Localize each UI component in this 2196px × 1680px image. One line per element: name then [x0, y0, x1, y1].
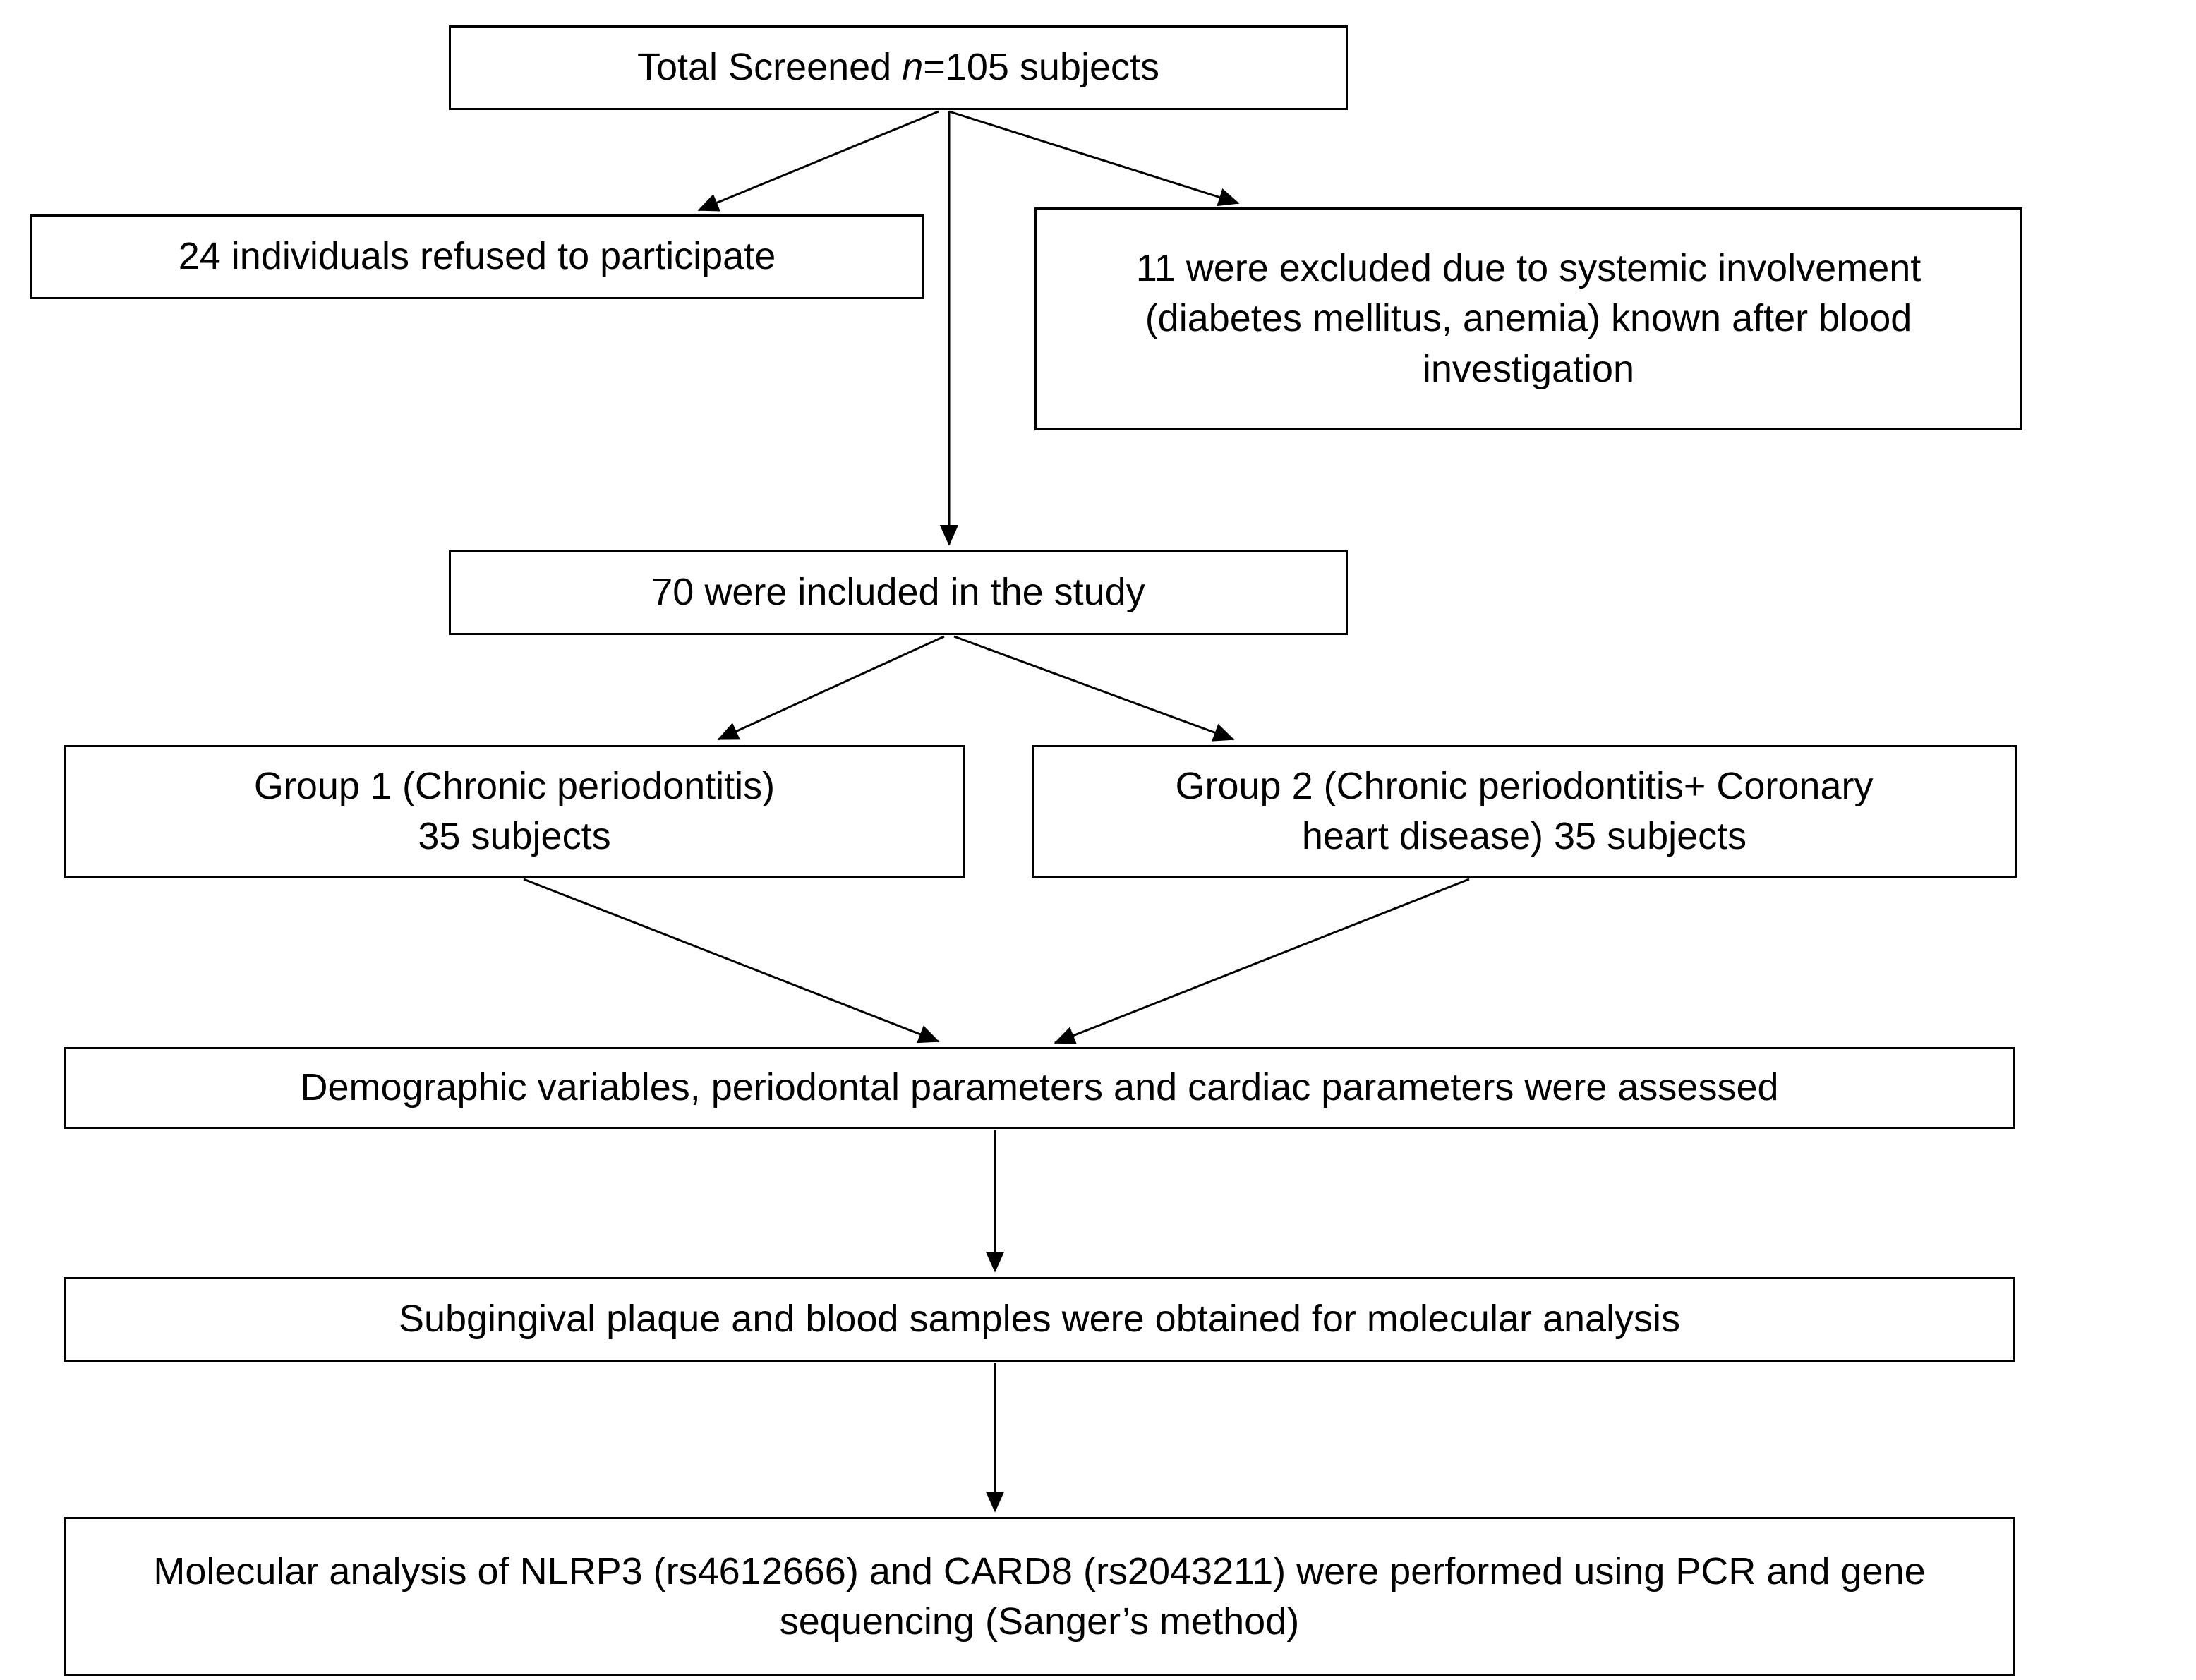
node-samples-obtained [64, 1277, 2015, 1362]
node-included-in-study [449, 550, 1348, 635]
node-excluded-systemic [1034, 207, 2022, 430]
arrow-total-to-excluded [949, 111, 1238, 203]
node-total-screened [449, 25, 1348, 110]
arrow-total-to-refused [699, 111, 939, 210]
group2-line2: heart disease) 35 subjects [1301, 815, 1747, 857]
group2-line1: Group 2 (Chronic periodontitis+ Coronary [1175, 764, 1874, 807]
node-group-2 [1032, 745, 2017, 878]
molecular-label: Molecular analysis of NLRP3 (rs4612666) and CARD8 (rs2043211) were performed using PCR and gene sequencing (Sanger’s method) [153, 1549, 1926, 1643]
arrow-group1-to-assessed [524, 879, 939, 1041]
included-label: 70 were included in the study [651, 571, 1145, 614]
total-screened-n-italic: n [902, 46, 924, 89]
refused-label: 24 individuals refused to participate [178, 235, 776, 278]
group1-line1: Group 1 (Chronic periodontitis) [253, 764, 776, 807]
group1-line2: 35 subjects [418, 815, 611, 857]
excluded-label: 11 were excluded due to systemic involvement (diabetes mellitus, anemia) known after blood investigation [1135, 247, 1922, 390]
assessed-label: Demographic variables, periodontal parameters and cardiac parameters were assessed [300, 1066, 1779, 1109]
node-refused-to-participate [30, 214, 924, 299]
node-molecular-analysis [64, 1517, 2015, 1676]
arrow-group2-to-assessed [1055, 879, 1469, 1043]
samples-label: Subgingival plaque and blood samples were obtained for molecular analysis [398, 1298, 1681, 1341]
node-group-1 [64, 745, 965, 878]
total-screened-suffix: =105 subjects [923, 46, 1159, 89]
arrow-included-to-group2 [954, 636, 1233, 739]
total-screened-prefix: Total Screened [637, 46, 903, 89]
node-parameters-assessed [64, 1047, 2015, 1129]
arrow-included-to-group1 [718, 636, 944, 739]
